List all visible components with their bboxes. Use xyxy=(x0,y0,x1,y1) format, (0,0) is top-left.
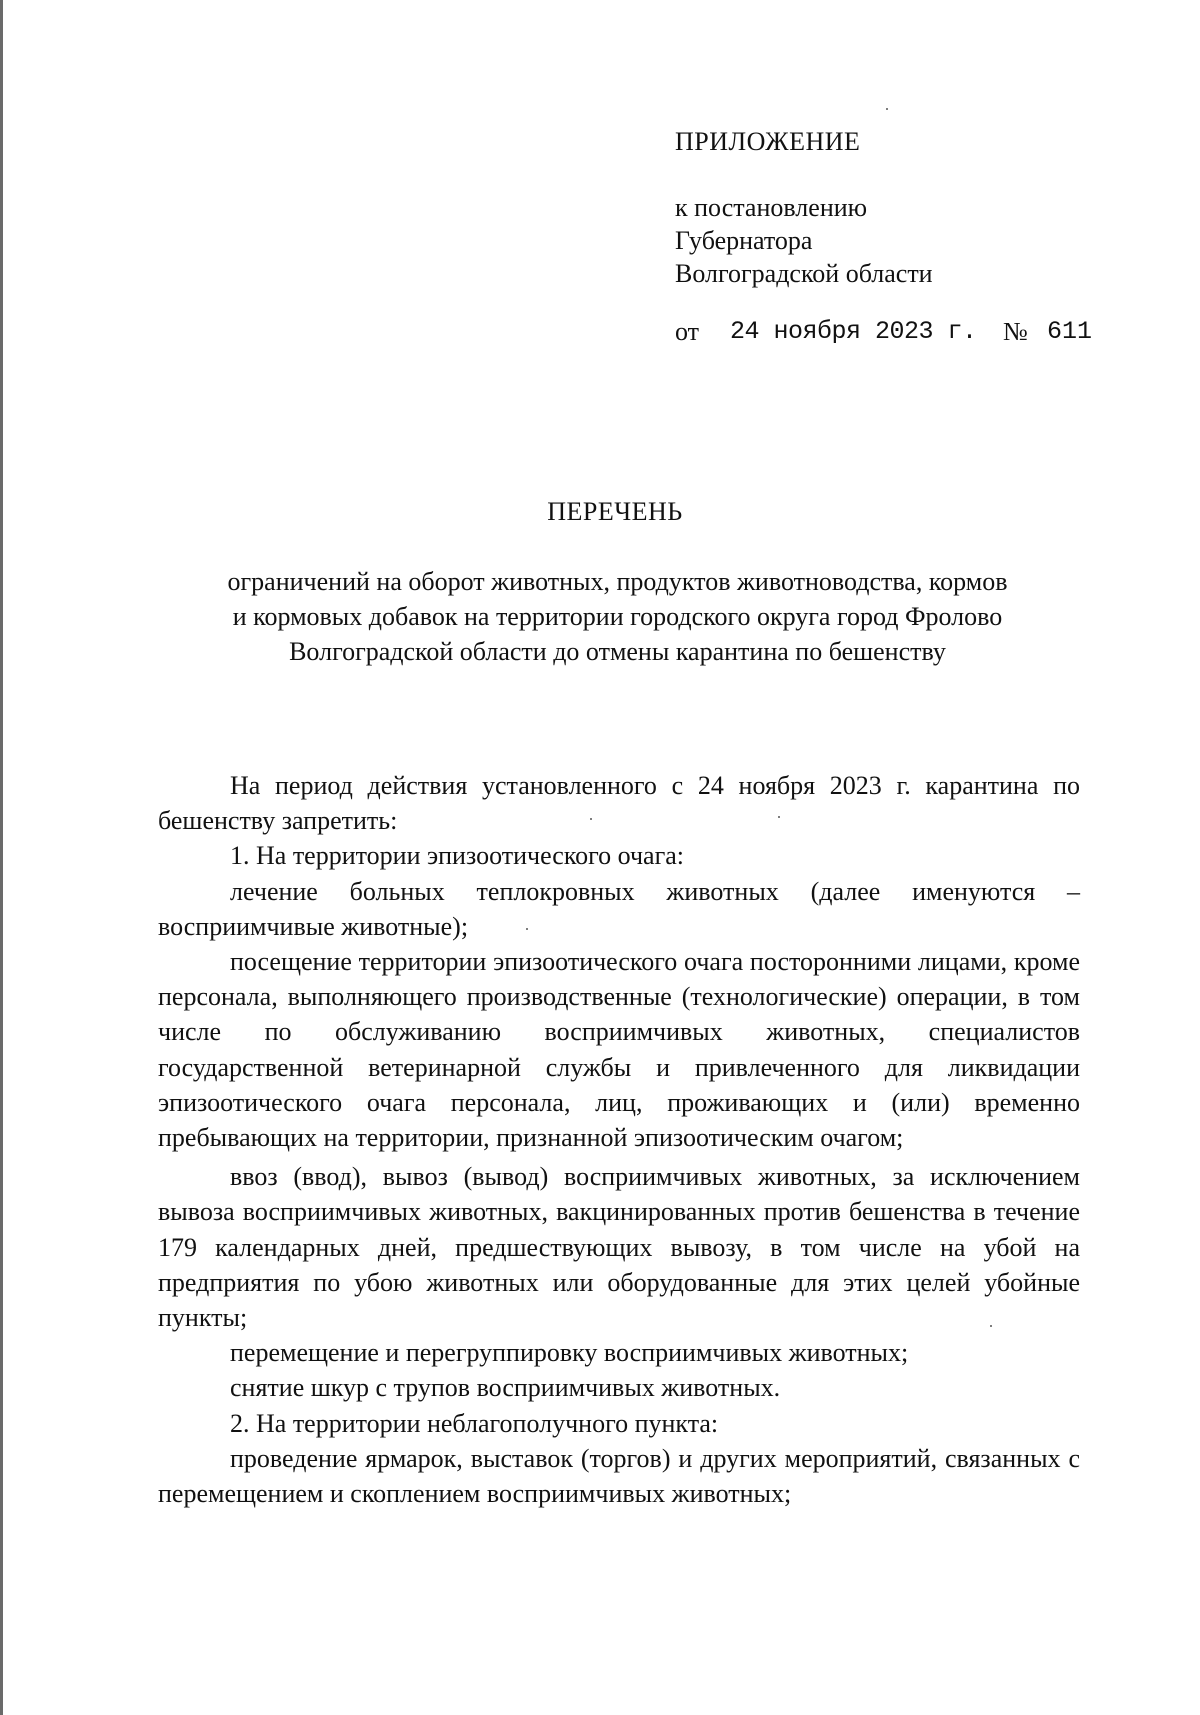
restriction-item: перемещение и перегруппировку восприимчивых животных; xyxy=(230,1338,909,1368)
scan-edge xyxy=(0,0,3,1715)
document-subtitle xyxy=(150,564,1085,669)
number-sign: № xyxy=(1003,317,1028,346)
appendix-line: Губернатора xyxy=(675,226,813,255)
appendix-heading: ПРИЛОЖЕНИЕ xyxy=(675,127,861,156)
restriction-item: проведение ярмарок, выставок (торгов) и других мероприятий, связанных с перемещением и скоплением восприимчивых животных; xyxy=(158,1443,1080,1509)
paragraph-intro: На период действия установленного с 24 ноября 2023 г. карантина по бешенству запретить: xyxy=(158,771,1080,836)
restriction-item: лечение больных теплокровных животных (далее именуются – восприимчивые животные); xyxy=(158,876,1080,941)
restriction-item: снятие шкур с трупов восприимчивых животных. xyxy=(230,1373,781,1403)
subtitle-line: Волгоградской области до отмены карантина по бешенству xyxy=(289,637,946,666)
body-text xyxy=(158,768,1080,1511)
restriction-item: ввоз (ввод), вывоз (вывод) восприимчивых животных, за исключением вывоза восприимчивых животных, вакцинированных против бешенства в течение 179 календарных дней, предшествующих вывозу, в том числе на убой на предприятия по убою животных или оборудованные для этих целей убойные пункты; xyxy=(158,1162,1080,1333)
subtitle-line: и кормовых добавок на территории городского округа город Фролово xyxy=(232,602,1003,631)
appendix-line: Волгоградской области xyxy=(675,259,933,288)
decree-date: 24 ноября 2023 г. xyxy=(730,317,977,346)
section-heading-2: 2. На территории неблагополучного пункта: xyxy=(230,1408,719,1438)
subtitle-line: ограничений на оборот животных, продуктов животноводства, кормов xyxy=(227,567,1008,596)
appendix-block xyxy=(675,125,1095,348)
section-heading-1: 1. На территории эпизоотического очага: xyxy=(230,841,685,871)
scan-speck xyxy=(886,108,888,110)
decree-number: 611 xyxy=(1047,317,1093,346)
appendix-line: к постановлению xyxy=(675,193,868,222)
from-word: от xyxy=(675,317,700,346)
restriction-item: посещение территории эпизоотического очага посторонними лицами, кроме персонала, выполняющего производственные (технологические) операции, в том числе по обслуживанию восприимчивых животных, специалистов государственной ветеринарной службы и привлеченного для ликвидации эпизоотического очага персонала, лиц, проживающих и (или) временно пребывающих на территории, признанной эпизоотическим очагом; xyxy=(158,947,1080,1153)
document-title: ПЕРЕЧЕНЬ xyxy=(547,497,683,526)
decree-date-number xyxy=(675,315,1095,348)
